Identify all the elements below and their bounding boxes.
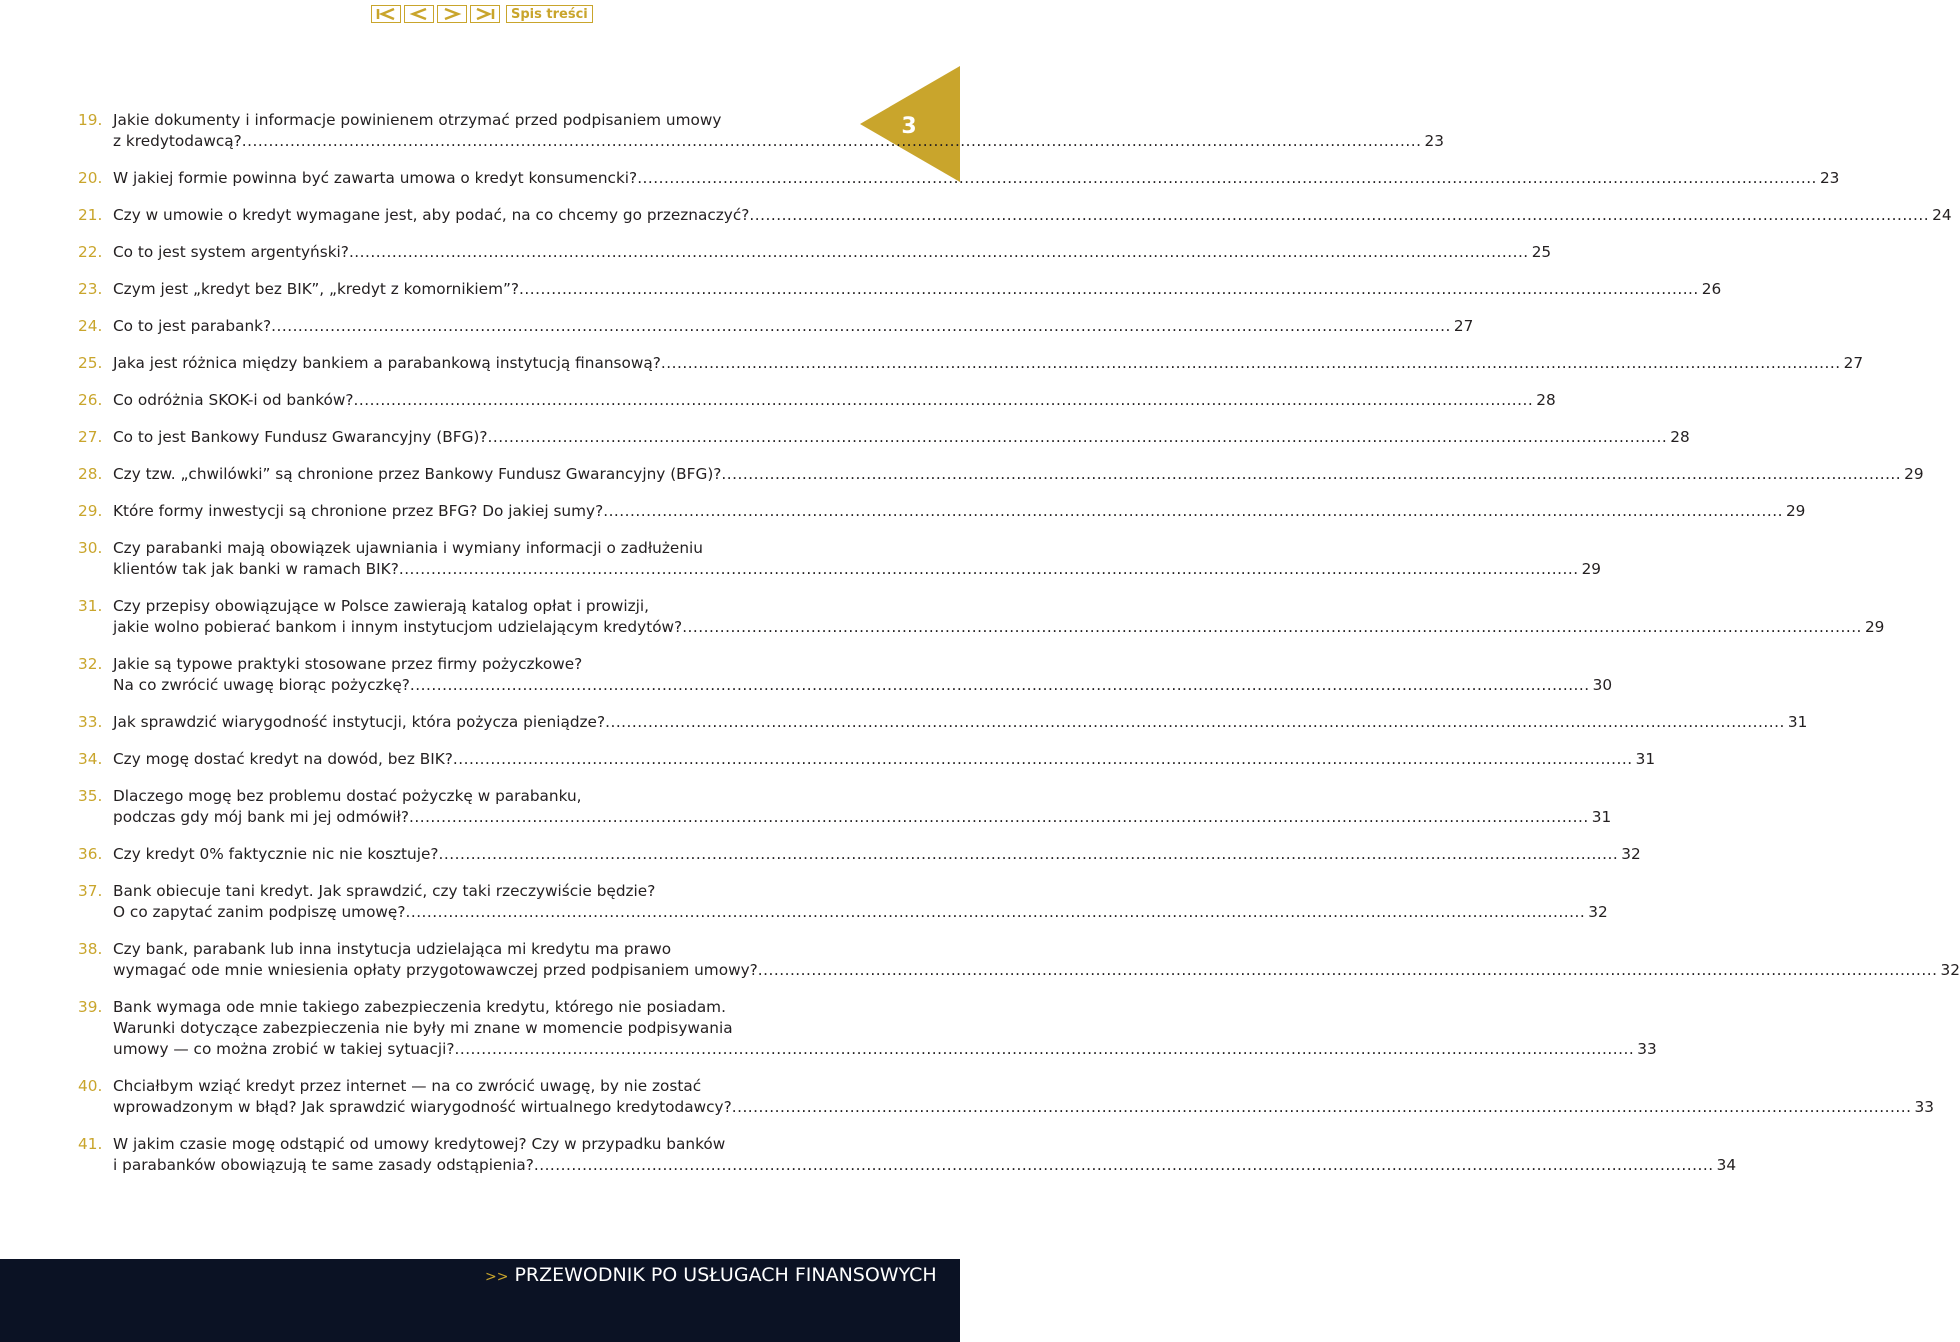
toc-entry-text-line: Bank obiecuje tani kredyt. Jak sprawdzić, czy taki rzeczywiście będzie? — [113, 882, 656, 900]
toc-entry[interactable] — [78, 464, 1924, 485]
toc-entry-body — [113, 1076, 1934, 1118]
toc-entry-number: 29. — [78, 502, 103, 520]
toc-entry-title: Co to jest parabank? — [113, 317, 272, 335]
toc-entry-title: i parabanków obowiązują te same zasady odstąpienia? — [113, 1156, 534, 1174]
toc-entry-page: 24 — [1932, 206, 1952, 224]
toc-entry-last-line — [113, 712, 1807, 733]
toc-dot-leader — [661, 353, 1841, 374]
toc-entry-body — [113, 353, 1863, 374]
toc-entry-number: 27. — [78, 428, 103, 446]
toc-entry[interactable] — [78, 1134, 1737, 1176]
toc-entry-page: 27 — [1453, 317, 1474, 335]
toc-entry-body — [113, 390, 1556, 411]
toc-entry-title: O co zapytać zanim podpiszę umowę? — [113, 903, 406, 921]
toc-entry-last-line — [113, 1155, 1736, 1176]
toc-entry-number: 21. — [78, 206, 103, 224]
toc-entry-text-line: Czy bank, parabank lub inna instytucja udzielająca mi kredytu ma prawo — [113, 940, 672, 958]
toc-entry-body — [113, 464, 1924, 485]
first-page-button[interactable] — [371, 5, 401, 23]
toc-entry-title: wymagać ode mnie wniesienia opłaty przygotowawczej przed podpisaniem umowy? — [113, 961, 758, 979]
toc-entry-body — [113, 279, 1721, 300]
toc-dot-leader — [242, 131, 1422, 152]
toc-entry-title: z kredytodawcą? — [113, 132, 242, 150]
toc-entry-body — [113, 538, 1601, 580]
toc-entry[interactable] — [78, 596, 1885, 638]
toc-entry-body — [113, 844, 1641, 865]
toc-entry-page: 31 — [1591, 808, 1612, 826]
toc-entry-number: 35. — [78, 787, 103, 805]
toc-entry-last-line — [113, 1039, 1657, 1060]
toc-entry[interactable] — [78, 353, 1864, 374]
toc-entry[interactable] — [78, 881, 1608, 923]
toc-entry-body — [113, 712, 1807, 733]
toc-dot-leader — [758, 960, 1938, 981]
toc-entry-text-line: Chciałbym wziąć kredyt przez internet — na co zwrócić uwagę, by nie zostać — [113, 1077, 702, 1095]
toc-entry[interactable] — [78, 712, 1808, 733]
toc-entry-number: 40. — [78, 1077, 103, 1095]
toc-dot-leader — [271, 316, 1451, 337]
toc-entry-title: Które formy inwestycji są chronione przez BFG? Do jakiej sumy? — [113, 502, 604, 520]
footer-arrows: >> — [485, 1269, 509, 1285]
footer-title-text: PRZEWODNIK PO USŁUGACH FINANSOWYCH — [514, 1264, 937, 1286]
toc-entry-last-line — [113, 559, 1601, 580]
toc-entry[interactable] — [78, 279, 1722, 300]
toc-dot-leader — [409, 807, 1589, 828]
toc-entry-last-line — [113, 427, 1690, 448]
toc-entry-page: 29 — [1785, 502, 1806, 520]
last-page-button[interactable] — [470, 5, 500, 23]
toc-dot-leader — [488, 427, 1668, 448]
toc-entry[interactable] — [78, 168, 1840, 189]
toc-entry-page: 30 — [1592, 676, 1613, 694]
toc-entry-number: 24. — [78, 317, 103, 335]
toc-entry-number: 39. — [78, 998, 103, 1016]
toc-entry-number: 37. — [78, 882, 103, 900]
toc-dot-leader — [534, 1155, 1714, 1176]
toc-entry-number: 31. — [78, 597, 103, 615]
toc-entry-body — [113, 1134, 1736, 1176]
toc-dot-leader — [603, 501, 1783, 522]
toc-entry-page: 23 — [1424, 132, 1444, 150]
toc-entry-last-line — [113, 902, 1608, 923]
toc-entry-last-line — [113, 501, 1805, 522]
toc-entry-page: 23 — [1819, 169, 1840, 187]
toc-entry-body — [113, 316, 1473, 337]
toc-entry-page: 33 — [1914, 1098, 1934, 1116]
toc-dot-leader — [637, 168, 1817, 189]
toc-entry-number: 34. — [78, 750, 103, 768]
toc-entry-body — [113, 168, 1839, 189]
toc-entry[interactable] — [78, 749, 1656, 770]
toc-entry-page: 28 — [1670, 428, 1690, 446]
toc-entry-last-line — [113, 131, 1444, 152]
toc-entry-number: 19. — [78, 111, 103, 129]
toc-dot-leader — [410, 675, 1590, 696]
toc-entry[interactable] — [78, 844, 1641, 865]
toc-dot-leader — [721, 464, 1901, 485]
toc-entry-last-line — [113, 390, 1556, 411]
toc-entry-page: 34 — [1716, 1156, 1737, 1174]
toc-entry-page: 32 — [1588, 903, 1608, 921]
toc-entry-page: 26 — [1701, 280, 1722, 298]
toc-entry-title: Jaka jest różnica między bankiem a parabankową instytucją finansową? — [113, 354, 661, 372]
toc-entry-title: umowy — co można zrobić w takiej sytuacji? — [113, 1040, 455, 1058]
table-of-contents — [78, 110, 1960, 1192]
toc-dot-leader — [732, 1097, 1912, 1118]
toc-entry-number: 32. — [78, 655, 103, 673]
toc-entry-number: 36. — [78, 845, 103, 863]
toc-dot-leader — [519, 279, 1699, 300]
toc-entry-body — [113, 749, 1655, 770]
toc-entry-body — [113, 205, 1952, 226]
toc-entry-page: 33 — [1637, 1040, 1657, 1058]
toc-entry[interactable] — [78, 786, 1612, 828]
toc-entry[interactable] — [78, 654, 1613, 696]
toc-entry-page: 29 — [1904, 465, 1924, 483]
toc-entry-number: 22. — [78, 243, 103, 261]
toc-entry-body — [113, 427, 1690, 448]
toc-entry-last-line — [113, 168, 1839, 189]
toc-entry-body — [113, 654, 1612, 696]
toc-entry-title: jakie wolno pobierać bankom i innym instytucjom udzielającym kredytów? — [113, 618, 683, 636]
last-page-icon — [474, 8, 496, 20]
toc-entry-number: 25. — [78, 354, 103, 372]
toc-entry-body — [113, 242, 1551, 263]
toc-entry-body — [113, 786, 1611, 828]
toc-dot-leader — [749, 205, 1929, 226]
toc-entry-last-line — [113, 844, 1641, 865]
toc-entry-page: 32 — [1621, 845, 1641, 863]
toc-entry-title: Czym jest „kredyt bez BIK”, „kredyt z komornikiem”? — [113, 280, 520, 298]
toc-entry-number: 30. — [78, 539, 103, 557]
toc-entry-text-line: Jakie dokumenty i informacje powinienem otrzymać przed podpisaniem umowy — [113, 111, 722, 129]
toc-entry[interactable] — [78, 939, 1960, 981]
toc-entry-body — [113, 501, 1805, 522]
toc-entry[interactable] — [78, 242, 1552, 263]
toc-entry-page: 31 — [1787, 713, 1808, 731]
toc-entry-title: Na co zwrócić uwagę biorąc pożyczkę? — [113, 676, 410, 694]
toc-entry-last-line — [113, 1097, 1934, 1118]
next-page-button[interactable] — [437, 5, 467, 23]
toc-entry-body — [113, 997, 1657, 1060]
toc-entry-text-line: Dlaczego mogę bez problemu dostać pożyczkę w parabanku, — [113, 787, 582, 805]
toc-dot-leader — [605, 712, 1785, 733]
toc-dot-leader — [453, 749, 1633, 770]
toc-entry-text-line: W jakim czasie mogę odstąpić od umowy kredytowej? Czy w przypadku banków — [113, 1135, 726, 1153]
toc-entry-title: Co odróżnia SKOK-i od banków? — [113, 391, 354, 409]
toc-entry-body — [113, 939, 1960, 981]
toc-entry-title: Czy mogę dostać kredyt na dowód, bez BIK? — [113, 750, 453, 768]
toc-link[interactable]: Spis treści — [506, 5, 593, 23]
toc-entry-text-line: Jakie są typowe praktyki stosowane przez firmy pożyczkowe? — [113, 655, 583, 673]
toc-entry-number: 33. — [78, 713, 103, 731]
toc-entry[interactable] — [78, 390, 1556, 411]
toc-dot-leader — [454, 1039, 1634, 1060]
toc-entry-last-line — [113, 960, 1960, 981]
toc-entry-last-line — [113, 749, 1655, 770]
toc-entry-page: 27 — [1843, 354, 1864, 372]
toc-entry[interactable] — [78, 110, 1444, 152]
toc-entry-last-line — [113, 279, 1721, 300]
toc-entry-last-line — [113, 353, 1863, 374]
toc-entry-last-line — [113, 807, 1611, 828]
toc-entry-title: Co to jest Bankowy Fundusz Gwarancyjny (BFG)? — [113, 428, 488, 446]
toc-entry-number: 26. — [78, 391, 103, 409]
toc-dot-leader — [399, 559, 1579, 580]
page-number: 3 — [901, 114, 917, 139]
toc-entry-title: Co to jest system argentyński? — [113, 243, 349, 261]
toc-entry-title: Czy tzw. „chwilówki” są chronione przez Bankowy Fundusz Gwarancyjny (BFG)? — [113, 465, 722, 483]
toc-entry-title: podczas gdy mój bank mi jej odmówił? — [113, 808, 409, 826]
toc-entry-text-line: Bank wymaga ode mnie takiego zabezpieczenia kredytu, którego nie posiadam. — [113, 998, 726, 1016]
toc-entry-body — [113, 110, 1444, 152]
toc-entry[interactable] — [78, 501, 1806, 522]
toc-entry-title: klientów tak jak banki w ramach BIK? — [113, 560, 399, 578]
toc-entry-page: 32 — [1940, 961, 1960, 979]
toc-entry-last-line — [113, 617, 1884, 638]
toc-entry-text-line: Czy przepisy obowiązujące w Polsce zawierają katalog opłat i prowizji, — [113, 597, 649, 615]
toc-entry-number: 41. — [78, 1135, 103, 1153]
toc-entry[interactable] — [78, 997, 1657, 1060]
toc-entry-number: 20. — [78, 169, 103, 187]
footer-title — [485, 1263, 935, 1289]
toc-dot-leader — [354, 390, 1534, 411]
toc-entry-page: 25 — [1531, 243, 1552, 261]
toc-entry-title: Jak sprawdzić wiarygodność instytucji, która pożycza pieniądze? — [113, 713, 606, 731]
page-navigation — [371, 5, 593, 25]
toc-entry-text-line: Czy parabanki mają obowiązek ujawniania i wymiany informacji o zadłużeniu — [113, 539, 703, 557]
toc-entry[interactable] — [78, 538, 1602, 580]
toc-entry[interactable] — [78, 205, 1952, 226]
prev-page-button[interactable] — [404, 5, 434, 23]
toc-entry[interactable] — [78, 1076, 1934, 1118]
toc-entry-number: 23. — [78, 280, 103, 298]
toc-entry-page: 28 — [1536, 391, 1556, 409]
toc-dot-leader — [405, 902, 1585, 923]
toc-entry-body — [113, 881, 1608, 923]
toc-dot-leader — [349, 242, 1529, 263]
toc-entry-number: 28. — [78, 465, 103, 483]
toc-entry-title: Czy kredyt 0% faktycznie nic nie kosztuje? — [113, 845, 439, 863]
toc-entry-page: 31 — [1635, 750, 1656, 768]
toc-dot-leader — [682, 617, 1862, 638]
first-page-icon — [375, 8, 397, 20]
toc-entry-text-line: Warunki dotyczące zabezpieczenia nie były mi znane w momencie podpisywania — [113, 1019, 733, 1037]
toc-entry-page: 29 — [1864, 618, 1885, 636]
toc-entry-title: wprowadzonym w błąd? Jak sprawdzić wiarygodność wirtualnego kredytodawcy? — [113, 1098, 732, 1116]
toc-dot-leader — [439, 844, 1619, 865]
prev-page-icon — [408, 8, 430, 20]
toc-entry-last-line — [113, 464, 1924, 485]
toc-entry-last-line — [113, 675, 1612, 696]
toc-entry-title: W jakiej formie powinna być zawarta umowa o kredyt konsumencki? — [113, 169, 638, 187]
toc-entry-last-line — [113, 205, 1952, 226]
toc-entry-title: Czy w umowie o kredyt wymagane jest, aby podać, na co chcemy go przeznaczyć? — [113, 206, 750, 224]
toc-entry-number: 38. — [78, 940, 103, 958]
toc-entry-body — [113, 596, 1884, 638]
toc-entry-page: 29 — [1581, 560, 1602, 578]
next-page-icon — [441, 8, 463, 20]
toc-entry-last-line — [113, 316, 1473, 337]
toc-entry[interactable] — [78, 427, 1690, 448]
toc-entry[interactable] — [78, 316, 1474, 337]
toc-entry-last-line — [113, 242, 1551, 263]
